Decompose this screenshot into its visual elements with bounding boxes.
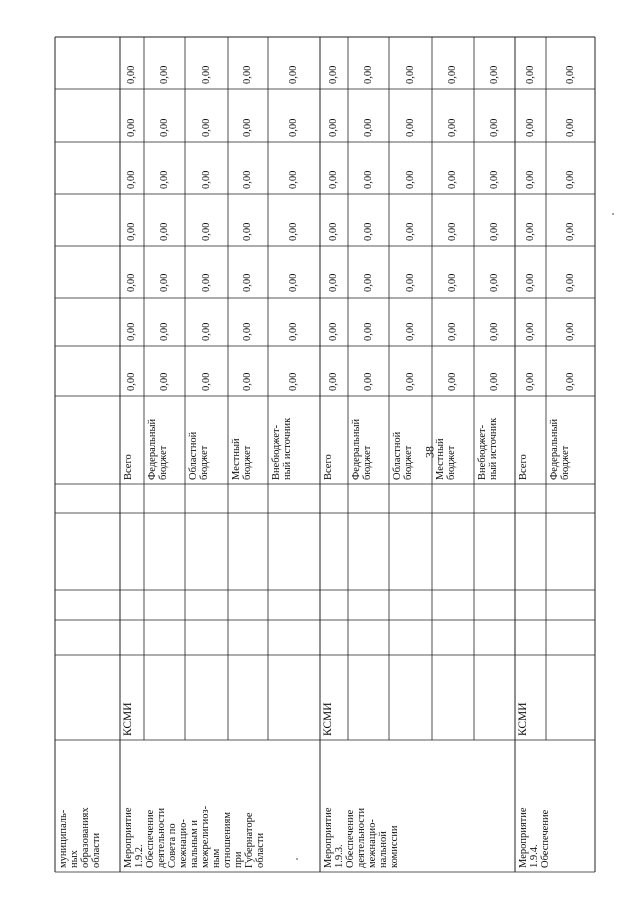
value-cell: 0,00 [200, 65, 212, 84]
measure-label-line: Обеспечение [145, 809, 156, 868]
value-cell: 0,00 [488, 222, 500, 241]
measure-label-line: отношениям [222, 811, 233, 868]
funding-source [392, 432, 414, 480]
value-cell: 0,00 [362, 273, 374, 292]
measure-label-line: межнацио- [178, 819, 189, 868]
value-cell: 0,00 [404, 65, 416, 84]
value-cell: 0,00 [242, 222, 253, 241]
top-row-label-line: ных [69, 850, 80, 868]
funding-source [549, 419, 571, 480]
funding-source [477, 418, 499, 480]
measure-label-line: 1.9.3. [334, 844, 345, 868]
funding-source-line: Федеральный [147, 418, 158, 480]
value-cell: 0,00 [242, 170, 253, 189]
measure-label-line: межрелигиоз- [200, 805, 211, 868]
value-cell: 0,00 [200, 372, 212, 391]
value-cell: 0,00 [288, 322, 299, 341]
funding-source-line: бюджет [403, 445, 414, 480]
funding-source-line: Федеральный [351, 418, 362, 480]
value-cell: 0,00 [404, 118, 416, 137]
value-cell: 0,00 [488, 170, 500, 189]
measure-label-line: нальной [378, 831, 389, 868]
page-number: 38 [422, 446, 437, 458]
value-cell: 0,00 [488, 65, 500, 84]
value-cell: 0,00 [362, 118, 374, 137]
funding-source-line: бюджет [158, 445, 169, 480]
top-row-label-line: муниципаль- [58, 809, 69, 868]
funding-source-line: бюджет [560, 445, 571, 480]
speck [296, 858, 298, 860]
measure-label-line: Обеспечение [540, 809, 551, 868]
value-cell: 0,00 [524, 118, 536, 137]
measure-label-line: 1.9.4. [529, 844, 540, 868]
value-cell: 0,00 [447, 222, 458, 241]
value-cell: 0,00 [288, 118, 299, 137]
measure-label-line: Совета по [167, 823, 178, 868]
value-cell: 0,00 [200, 273, 212, 292]
funding-source-line: ный источник [282, 417, 293, 480]
measure-label-line: 1.9.2. [134, 844, 145, 868]
funding-source [351, 419, 373, 480]
value-cell: 0,00 [158, 118, 170, 137]
speck [612, 213, 614, 215]
value-cell: 0,00 [404, 322, 416, 341]
funding-source-line: Внебюджет- [477, 424, 488, 480]
funding-source-line: Федеральный [549, 418, 560, 480]
value-cell: 0,00 [404, 273, 416, 292]
value-cell: 0,00 [288, 170, 299, 189]
value-cell: 0,00 [564, 118, 576, 137]
funding-source [518, 454, 529, 480]
value-cell: 0,00 [200, 118, 212, 137]
value-cell: 0,00 [126, 222, 137, 241]
value-cell: 0,00 [288, 65, 299, 84]
measure-label [323, 807, 400, 868]
value-cell: 0,00 [158, 65, 170, 84]
value-cell: 0,00 [126, 273, 137, 292]
measure-label-line: деятельности [156, 807, 167, 868]
value-cell: 0,00 [242, 372, 253, 391]
value-cell: 0,00 [328, 118, 339, 137]
measure-label-line: нальным и [189, 820, 200, 868]
value-cell: 0,00 [200, 222, 212, 241]
value-cell: 0,00 [488, 322, 500, 341]
measure-label-line: комиссии [389, 825, 400, 868]
value-cell: 0,00 [524, 170, 536, 189]
value-cell: 0,00 [242, 322, 253, 341]
value-cell: 0,00 [200, 322, 212, 341]
value-cell: 0,00 [447, 322, 458, 341]
measure-label-line: Мероприятие [518, 807, 529, 868]
funding-source [323, 454, 334, 480]
value-cell: 0,00 [362, 65, 374, 84]
value-cell: 0,00 [328, 273, 339, 292]
funding-source-line: бюджет [199, 445, 210, 480]
value-cell: 0,00 [488, 118, 500, 137]
measure-label-line: Мероприятие [323, 807, 334, 868]
top-row-label [58, 807, 102, 868]
value-cell: 0,00 [564, 222, 576, 241]
funding-source-line: Областной [188, 431, 199, 480]
value-cell: 0,00 [564, 322, 576, 341]
value-cell: 0,00 [404, 170, 416, 189]
value-cell: 0,00 [362, 372, 374, 391]
funding-source-line: бюджет [446, 445, 457, 480]
value-cell: 0,00 [524, 65, 536, 84]
funding-source-line: Областной [392, 431, 403, 480]
measure-label-line: Губернаторе [244, 812, 255, 868]
value-cell: 0,00 [328, 322, 339, 341]
executor-label: КСМИ [322, 702, 334, 736]
value-cell: 0,00 [288, 222, 299, 241]
value-cell: 0,00 [447, 65, 458, 84]
funding-source [188, 432, 210, 480]
measure-label-line: ным [211, 848, 222, 868]
funding-source [123, 454, 134, 480]
value-cell: 0,00 [524, 222, 536, 241]
value-cell: 0,00 [488, 372, 500, 391]
value-cell: 0,00 [362, 322, 374, 341]
value-cell: 0,00 [447, 118, 458, 137]
value-cell: 0,00 [158, 372, 170, 391]
value-cell: 0,00 [488, 273, 500, 292]
value-cell: 0,00 [564, 65, 576, 84]
funding-source [271, 418, 293, 480]
measure-label-line: Мероприятие [123, 807, 134, 868]
funding-source-line: Местный [231, 438, 242, 480]
value-cell: 0,00 [524, 322, 536, 341]
value-cell: 0,00 [288, 273, 299, 292]
funding-source-line: ный источник [488, 417, 499, 480]
funding-source-line: Местный [435, 438, 446, 480]
value-cell: 0,00 [328, 65, 339, 84]
funding-source-line: Всего [518, 454, 529, 480]
funding-source [147, 419, 169, 480]
top-row-label-line: области [91, 832, 102, 868]
measure-label-line: Обеспечение [345, 809, 356, 868]
measure-label [123, 806, 266, 868]
top-row-label-line: образованиях [80, 807, 91, 868]
value-cell: 0,00 [158, 222, 170, 241]
value-cell: 0,00 [362, 222, 374, 241]
value-cell: 0,00 [328, 372, 339, 391]
funding-source-line: Всего [323, 454, 334, 480]
measure-label-line: при [233, 851, 244, 868]
measure-label-line: деятельности [356, 807, 367, 868]
value-cell: 0,00 [242, 273, 253, 292]
value-cell: 0,00 [158, 273, 170, 292]
value-cell: 0,00 [524, 273, 536, 292]
value-cell: 0,00 [242, 118, 253, 137]
executor-label: КСМИ [517, 702, 529, 736]
value-cell: 0,00 [126, 118, 137, 137]
value-cell: 0,00 [126, 65, 137, 84]
funding-source-line: Всего [123, 454, 134, 480]
value-cell: 0,00 [404, 372, 416, 391]
value-cell: 0,00 [404, 222, 416, 241]
value-cell: 0,00 [564, 170, 576, 189]
measure-label [518, 807, 551, 868]
value-cell: 0,00 [200, 170, 212, 189]
measure-label-line: области [255, 832, 266, 868]
measure-label-line: межнацио- [367, 819, 378, 868]
value-cell: 0,00 [564, 273, 576, 292]
funding-source-line: бюджет [362, 445, 373, 480]
value-cell: 0,00 [328, 170, 339, 189]
value-cell: 0,00 [288, 372, 299, 391]
funding-source [231, 438, 253, 480]
value-cell: 0,00 [447, 170, 458, 189]
value-cell: 0,00 [447, 273, 458, 292]
value-cell: 0,00 [362, 170, 374, 189]
funding-source-line: Внебюджет- [271, 424, 282, 480]
executor-label: КСМИ [122, 702, 134, 736]
value-cell: 0,00 [126, 170, 137, 189]
value-cell: 0,00 [564, 372, 576, 391]
funding-source [435, 438, 457, 480]
value-cell: 0,00 [126, 322, 137, 341]
value-cell: 0,00 [328, 222, 339, 241]
funding-source-line: бюджет [242, 445, 253, 480]
value-cell: 0,00 [126, 372, 137, 391]
value-cell: 0,00 [524, 372, 536, 391]
value-cell: 0,00 [158, 322, 170, 341]
value-cell: 0,00 [242, 65, 253, 84]
value-cell: 0,00 [447, 372, 458, 391]
value-cell: 0,00 [158, 170, 170, 189]
